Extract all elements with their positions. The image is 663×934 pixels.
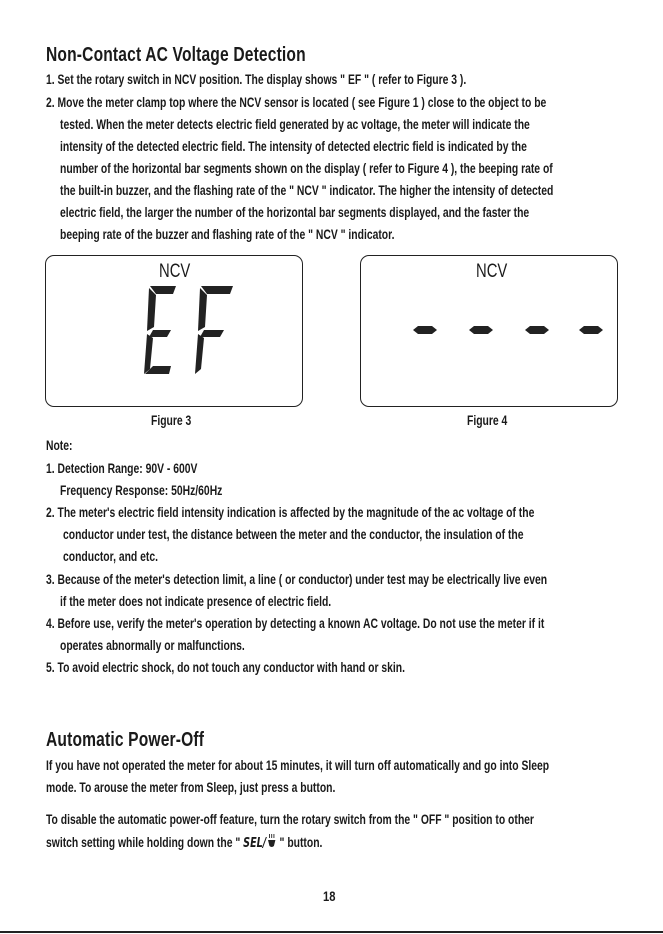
- note-line: if the meter does not indicate presence of electric field.: [60, 593, 332, 609]
- note-line: 2. The meter's electric field intensity indication is affected by the magnitude of the ac voltage of the: [46, 504, 535, 520]
- page-bottom-rule: [0, 931, 663, 933]
- ncv-step-2-line: 2. Move the meter clamp top where the NCV sensor is located ( see Figure 1 ) close to the object to be: [46, 94, 547, 110]
- ncv-indicator: NCV: [476, 261, 508, 282]
- ncv-step-2-line: the built-in buzzer, and the flashing rate of the " NCV " indicator. The higher the intensity of detected: [60, 182, 554, 198]
- note-line: 5. To avoid electric shock, do not touch any conductor with hand or skin.: [46, 659, 406, 675]
- bar-segments: [361, 256, 617, 406]
- ncv-step-2-line: intensity of the detected electric field. The intensity of detected electric field is indicated by the: [60, 138, 527, 154]
- ncv-indicator: NCV: [159, 261, 191, 282]
- buzzer-icon: [266, 833, 276, 852]
- page-number: 18: [323, 888, 336, 904]
- segment-digit-e: [144, 286, 176, 374]
- note-line: 1. Detection Range: 90V - 600V: [46, 460, 198, 476]
- ef-segment-readout: [46, 256, 302, 406]
- segment-digit-f: [195, 286, 233, 374]
- note-line: Frequency Response: 50Hz/60Hz: [60, 482, 223, 498]
- ncv-step-2-line: electric field, the larger the number of the horizontal bar segments displayed, and the faster the: [60, 204, 530, 220]
- bar-segment: [469, 326, 493, 334]
- note-line: conductor, and etc.: [63, 548, 158, 564]
- bar-segment: [525, 326, 549, 334]
- apo-para-line: To disable the automatic power-off feature, turn the rotary switch from the " OFF " position to other: [46, 811, 534, 827]
- bar-segment: [413, 326, 437, 334]
- note-line: conductor under test, the distance between the meter and the conductor, the insulation of the: [63, 526, 524, 542]
- ncv-step-2-line: beeping rate of the buzzer and flashing rate of the " NCV " indicator.: [60, 226, 395, 242]
- note-heading: Note:: [46, 437, 73, 453]
- bar-segment: [579, 326, 603, 334]
- figure-3-caption: Figure 3: [151, 412, 192, 428]
- ncv-step-2-line: tested. When the meter detects electric field generated by ac voltage, the meter will indicate the: [60, 116, 530, 132]
- apo-para-line: If you have not operated the meter for about 15 minutes, it will turn off automatically and go into Sleep: [46, 757, 550, 773]
- note-line: operates abnormally or malfunctions.: [60, 637, 245, 653]
- figure-4-caption: Figure 4: [467, 412, 508, 428]
- figure-3-lcd-display: [45, 255, 303, 407]
- note-line: 3. Because of the meter's detection limit, a line ( or conductor) under test may be electrically live even: [46, 571, 548, 587]
- note-line: 4. Before use, verify the meter's operation by detecting a known AC voltage. Do not use the meter if it: [46, 615, 545, 631]
- figure-4-lcd-display: [360, 255, 618, 407]
- apo-text-post: " button.: [276, 834, 323, 850]
- apo-text-pre: switch setting while holding down the ": [46, 834, 244, 850]
- apo-para-line: mode. To arouse the meter from Sleep, just press a button.: [46, 779, 336, 795]
- apo-section-title: Automatic Power-Off: [46, 729, 205, 751]
- ncv-step-2-line: number of the horizontal bar segments shown on the display ( refer to Figure 4 ), the beeping rate of: [60, 160, 553, 176]
- ncv-section-title: Non-Contact AC Voltage Detection: [46, 44, 306, 66]
- ncv-step-1: 1. Set the rotary switch in NCV position. The display shows " EF " ( refer to Figure 3 ).: [46, 71, 467, 87]
- apo-para-line-with-button: [46, 833, 322, 852]
- sel-button-label: SEL/: [243, 836, 267, 851]
